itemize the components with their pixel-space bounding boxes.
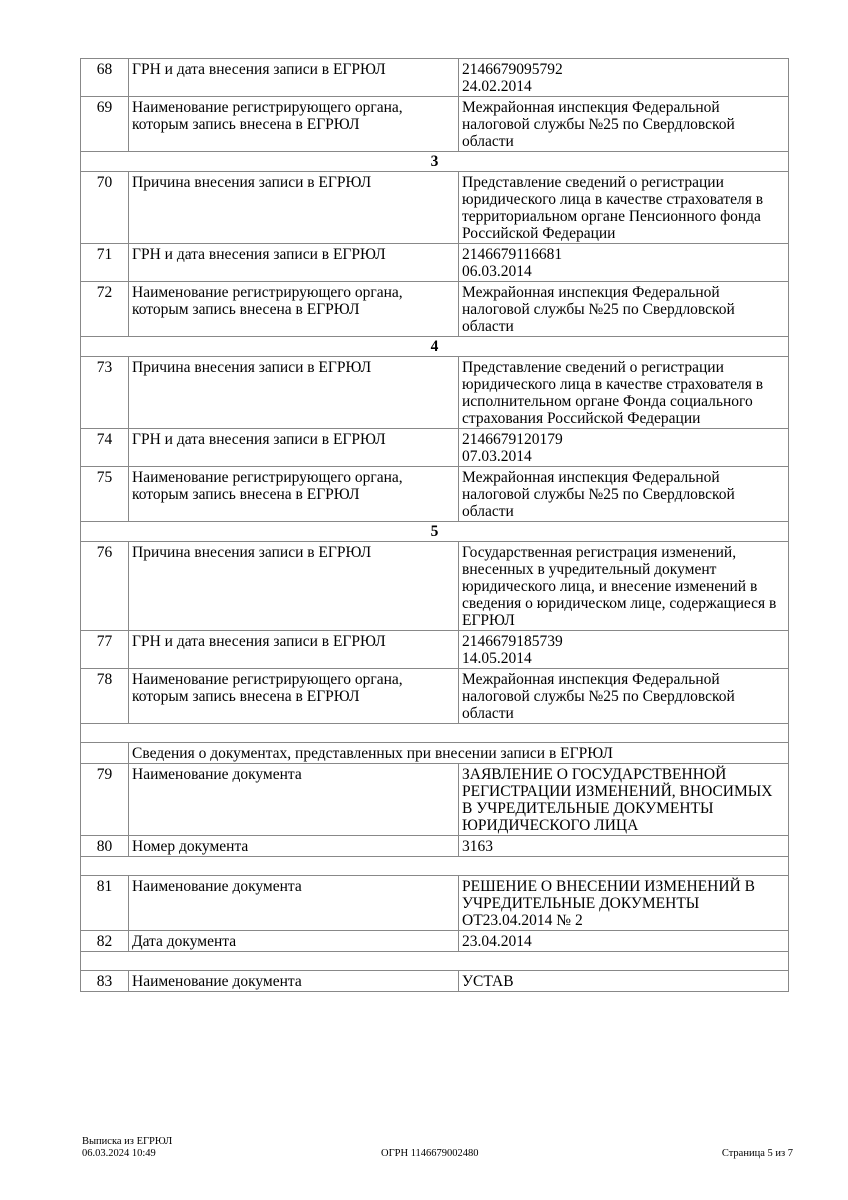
row-label: ГРН и дата внесения записи в ЕГРЮЛ	[129, 429, 459, 467]
row-value: Межрайонная инспекция Федеральной налоговой службы №25 по Свердловской области	[459, 97, 789, 152]
table-row	[81, 931, 789, 952]
table-row	[81, 669, 789, 724]
row-value: Межрайонная инспекция Федеральной налоговой службы №25 по Свердловской области	[459, 669, 789, 724]
spacer-row	[81, 857, 789, 876]
row-label: Наименование документа	[129, 971, 459, 992]
row-label: Номер документа	[129, 836, 459, 857]
row-number: 76	[81, 542, 129, 631]
row-number: 82	[81, 931, 129, 952]
row-number: 71	[81, 244, 129, 282]
row-value: 2146679185739 14.05.2014	[459, 631, 789, 669]
row-label: Наименование регистрирующего органа, которым запись внесена в ЕГРЮЛ	[129, 97, 459, 152]
table-row	[81, 971, 789, 992]
empty-cell	[81, 743, 129, 764]
row-value: 2146679120179 07.03.2014	[459, 429, 789, 467]
row-label: Наименование документа	[129, 764, 459, 836]
spacer-cell	[81, 952, 789, 971]
subheader-text: Сведения о документах, представленных при внесении записи в ЕГРЮЛ	[129, 743, 789, 764]
table-body	[81, 59, 789, 992]
row-label: ГРН и дата внесения записи в ЕГРЮЛ	[129, 631, 459, 669]
row-value: Представление сведений о регистрации юридического лица в качестве страхователя в исполнительном органе Фонда социального страхования Российской Федерации	[459, 357, 789, 429]
row-value: ЗАЯВЛЕНИЕ О ГОСУДАРСТВЕННОЙ РЕГИСТРАЦИИ ИЗМЕНЕНИЙ, ВНОСИМЫХ В УЧРЕДИТЕЛЬНЫЕ ДОКУМЕНТЫ ЮРИДИЧЕСКОГО ЛИЦА	[459, 764, 789, 836]
row-label: Наименование документа	[129, 876, 459, 931]
egrul-extract-table	[80, 58, 789, 992]
row-value: Государственная регистрация изменений, внесенных в учредительный документ юридического лица, и внесение изменений в сведения о юридическом лице, содержащиеся в ЕГРЮЛ	[459, 542, 789, 631]
table-row	[81, 836, 789, 857]
row-label: Причина внесения записи в ЕГРЮЛ	[129, 357, 459, 429]
row-number: 80	[81, 836, 129, 857]
footer-page-number: Страница 5 из 7	[721, 1148, 793, 1159]
row-label: Дата документа	[129, 931, 459, 952]
row-value: РЕШЕНИЕ О ВНЕСЕНИИ ИЗМЕНЕНИЙ В УЧРЕДИТЕЛЬНЫЕ ДОКУМЕНТЫ ОТ23.04.2014 № 2	[459, 876, 789, 931]
row-number: 78	[81, 669, 129, 724]
row-label: ГРН и дата внесения записи в ЕГРЮЛ	[129, 59, 459, 97]
row-number: 68	[81, 59, 129, 97]
row-number: 69	[81, 97, 129, 152]
table-row	[81, 467, 789, 522]
section-number: 3	[81, 152, 789, 172]
table-row	[81, 876, 789, 931]
row-value: 3163	[459, 836, 789, 857]
row-number: 72	[81, 282, 129, 337]
row-value: 23.04.2014	[459, 931, 789, 952]
section-row	[81, 152, 789, 172]
table-row	[81, 764, 789, 836]
footer-left	[82, 1136, 172, 1160]
row-value: УСТАВ	[459, 971, 789, 992]
footer-datetime: 06.03.2024 10:49	[82, 1148, 156, 1159]
spacer-cell	[81, 857, 789, 876]
subheader-row	[81, 743, 789, 764]
table-row	[81, 172, 789, 244]
row-number: 83	[81, 971, 129, 992]
section-number: 4	[81, 337, 789, 357]
row-label: Наименование регистрирующего органа, которым запись внесена в ЕГРЮЛ	[129, 467, 459, 522]
row-label: ГРН и дата внесения записи в ЕГРЮЛ	[129, 244, 459, 282]
row-label: Причина внесения записи в ЕГРЮЛ	[129, 172, 459, 244]
table-row	[81, 542, 789, 631]
table-row	[81, 282, 789, 337]
row-value: Межрайонная инспекция Федеральной налоговой службы №25 по Свердловской области	[459, 467, 789, 522]
row-number: 81	[81, 876, 129, 931]
row-label: Причина внесения записи в ЕГРЮЛ	[129, 542, 459, 631]
footer-doc-title: Выписка из ЕГРЮЛ	[82, 1136, 173, 1147]
row-number: 74	[81, 429, 129, 467]
spacer-row	[81, 952, 789, 971]
spacer-row	[81, 724, 789, 743]
row-label: Наименование регистрирующего органа, которым запись внесена в ЕГРЮЛ	[129, 669, 459, 724]
footer-ogrn: ОГРН 1146679002480	[381, 1148, 479, 1159]
section-number: 5	[81, 522, 789, 542]
section-row	[81, 522, 789, 542]
table-row	[81, 357, 789, 429]
row-label: Наименование регистрирующего органа, которым запись внесена в ЕГРЮЛ	[129, 282, 459, 337]
table-row	[81, 97, 789, 152]
row-number: 77	[81, 631, 129, 669]
row-value: 2146679116681 06.03.2014	[459, 244, 789, 282]
row-value: 2146679095792 24.02.2014	[459, 59, 789, 97]
row-number: 79	[81, 764, 129, 836]
row-number: 70	[81, 172, 129, 244]
table-row	[81, 59, 789, 97]
table-row	[81, 244, 789, 282]
table-row	[81, 429, 789, 467]
spacer-cell	[81, 724, 789, 743]
table-row	[81, 631, 789, 669]
row-value: Представление сведений о регистрации юридического лица в качестве страхователя в территориальном органе Пенсионного фонда Российской Федерации	[459, 172, 789, 244]
section-row	[81, 337, 789, 357]
row-number: 73	[81, 357, 129, 429]
row-value: Межрайонная инспекция Федеральной налоговой службы №25 по Свердловской области	[459, 282, 789, 337]
row-number: 75	[81, 467, 129, 522]
